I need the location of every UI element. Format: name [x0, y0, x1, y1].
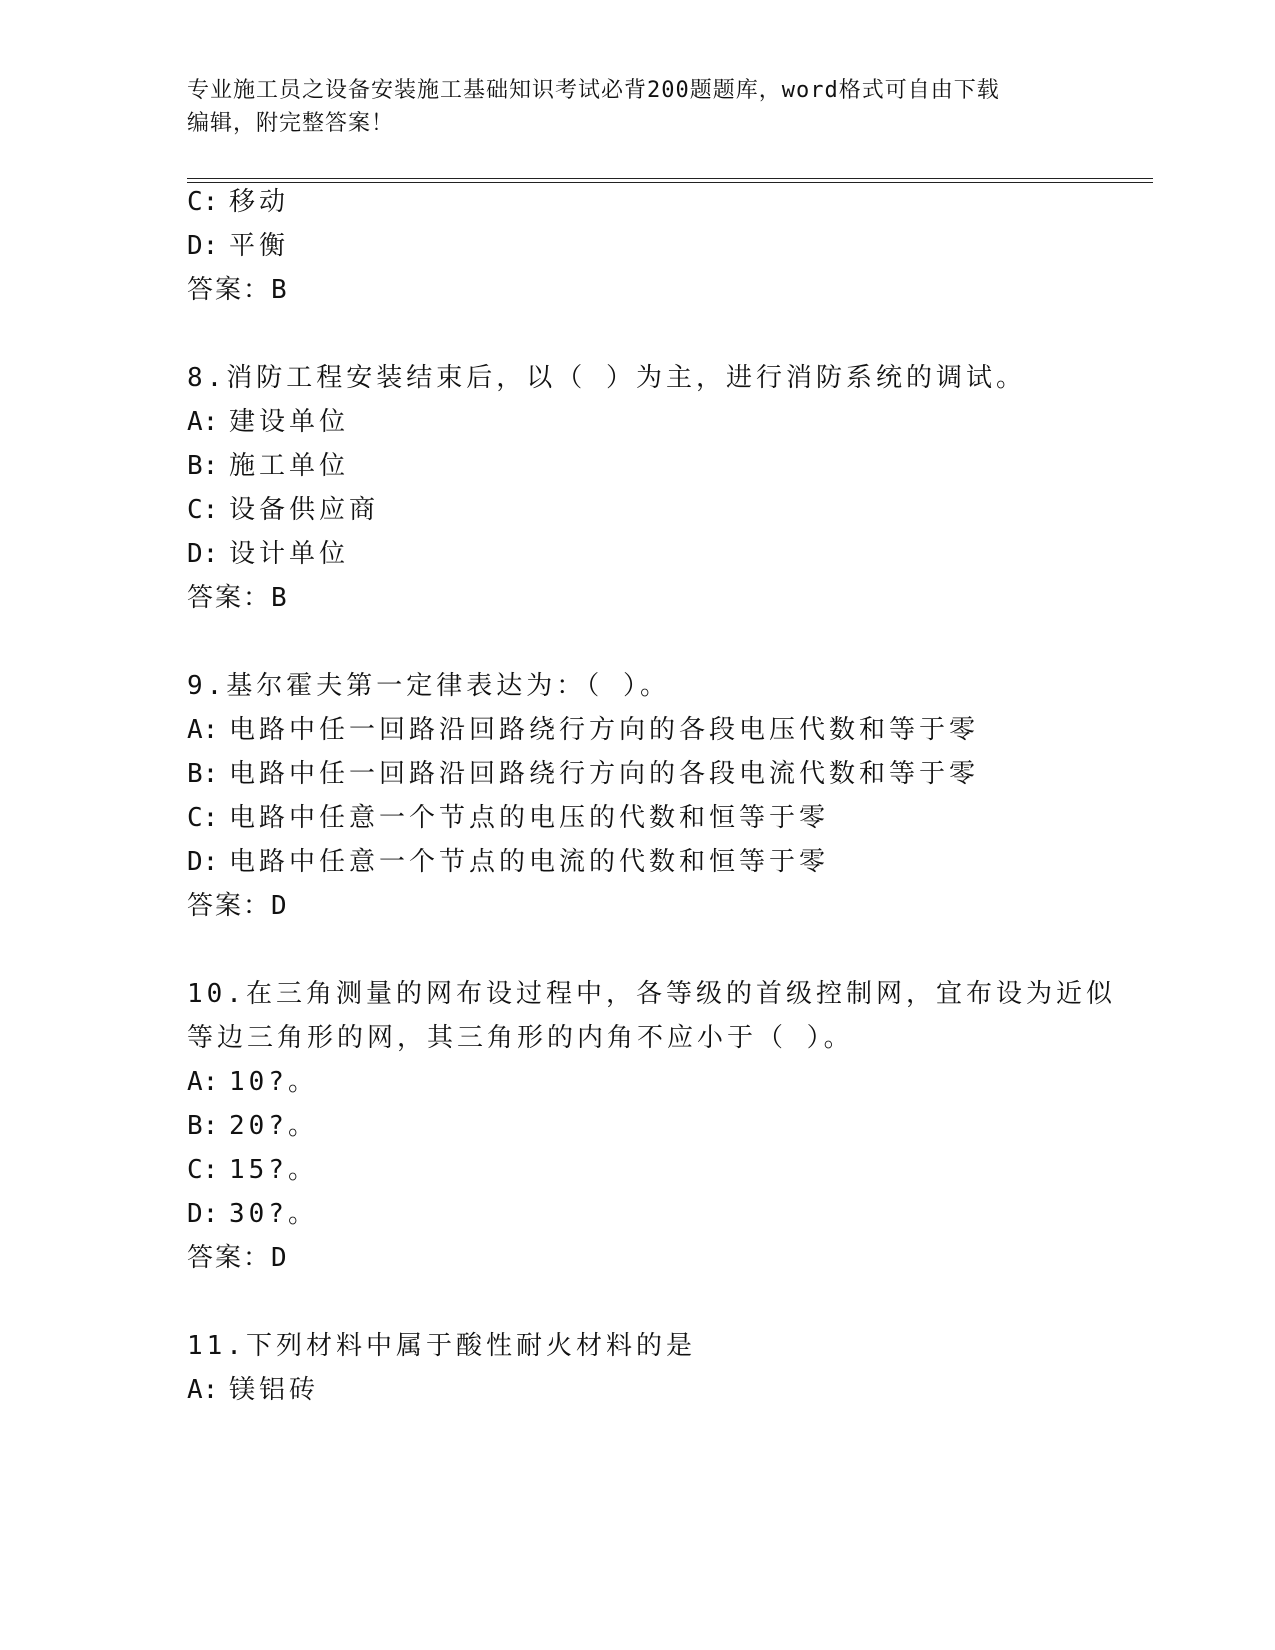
option-label: B:: [187, 759, 219, 789]
q10-option-b: [187, 1109, 318, 1143]
option-label: A:: [187, 1375, 219, 1405]
q8-stem: 8.消防工程安装结束后，以（ ）为主，进行消防系统的调试。: [187, 363, 1026, 393]
option-text: 10?。: [229, 1067, 318, 1097]
q11-stem: 11.下列材料中属于酸性耐火材料的是: [187, 1331, 696, 1361]
document-header: [187, 74, 1087, 140]
option-text: 电路中任意一个节点的电压的代数和恒等于零: [229, 803, 830, 833]
q9-option-a: [187, 713, 979, 747]
q7-answer: 答案：B: [187, 275, 289, 305]
q8-answer: 答案：B: [187, 583, 289, 613]
option-text: 平衡: [229, 231, 290, 261]
option-text: 15?。: [229, 1155, 318, 1185]
option-text: 30?。: [229, 1199, 318, 1229]
q9-option-b: [187, 757, 979, 791]
option-label: D:: [187, 231, 219, 261]
option-text: 设备供应商: [229, 495, 380, 525]
q10-option-d: [187, 1197, 318, 1231]
header-title-line-1: 专业施工员之设备安装施工基础知识考试必背200题题库，word格式可自由下载: [187, 78, 1000, 103]
q10-option-a: [187, 1065, 318, 1099]
option-label: A:: [187, 715, 219, 745]
option-text: 移动: [229, 187, 290, 217]
q10-option-c: [187, 1153, 318, 1187]
q8-option-b: [187, 449, 349, 483]
q9-answer: 答案：D: [187, 891, 289, 921]
q8-option-a: [187, 405, 349, 439]
q7-option-c: [187, 185, 289, 219]
q7-option-d: [187, 229, 289, 263]
option-label: D:: [187, 539, 219, 569]
q9-option-c: [187, 801, 829, 835]
option-label: A:: [187, 1067, 219, 1097]
option-text: 电路中任一回路沿回路绕行方向的各段电压代数和等于零: [229, 715, 980, 745]
option-text: 设计单位: [229, 539, 350, 569]
header-divider: [187, 178, 1153, 183]
option-label: C:: [187, 1155, 219, 1185]
q9-option-d: [187, 845, 829, 879]
option-text: 施工单位: [229, 451, 350, 481]
option-label: A:: [187, 407, 219, 437]
option-label: C:: [187, 187, 219, 217]
option-text: 20?。: [229, 1111, 318, 1141]
q11-option-a: [187, 1373, 319, 1407]
q10-stem-line-2: 等边三角形的网，其三角形的内角不应小于（ ）。: [187, 1023, 854, 1053]
q8-option-c: [187, 493, 379, 527]
option-text: 镁铝砖: [229, 1375, 320, 1405]
option-label: C:: [187, 803, 219, 833]
option-label: D:: [187, 1199, 219, 1229]
q9-stem: 9.基尔霍夫第一定律表达为：（ ）。: [187, 671, 670, 701]
option-text: 建设单位: [229, 407, 350, 437]
option-label: D:: [187, 847, 219, 877]
option-text: 电路中任一回路沿回路绕行方向的各段电流代数和等于零: [229, 759, 980, 789]
option-label: C:: [187, 495, 219, 525]
q10-stem-line-1: 10.在三角测量的网布设过程中，各等级的首级控制网，宜布设为近似: [187, 979, 1116, 1009]
option-label: B:: [187, 1111, 219, 1141]
option-label: B:: [187, 451, 219, 481]
header-title-line-2: 编辑，附完整答案！: [187, 111, 395, 136]
q8-option-d: [187, 537, 349, 571]
q10-answer: 答案：D: [187, 1243, 289, 1273]
option-text: 电路中任意一个节点的电流的代数和恒等于零: [229, 847, 830, 877]
